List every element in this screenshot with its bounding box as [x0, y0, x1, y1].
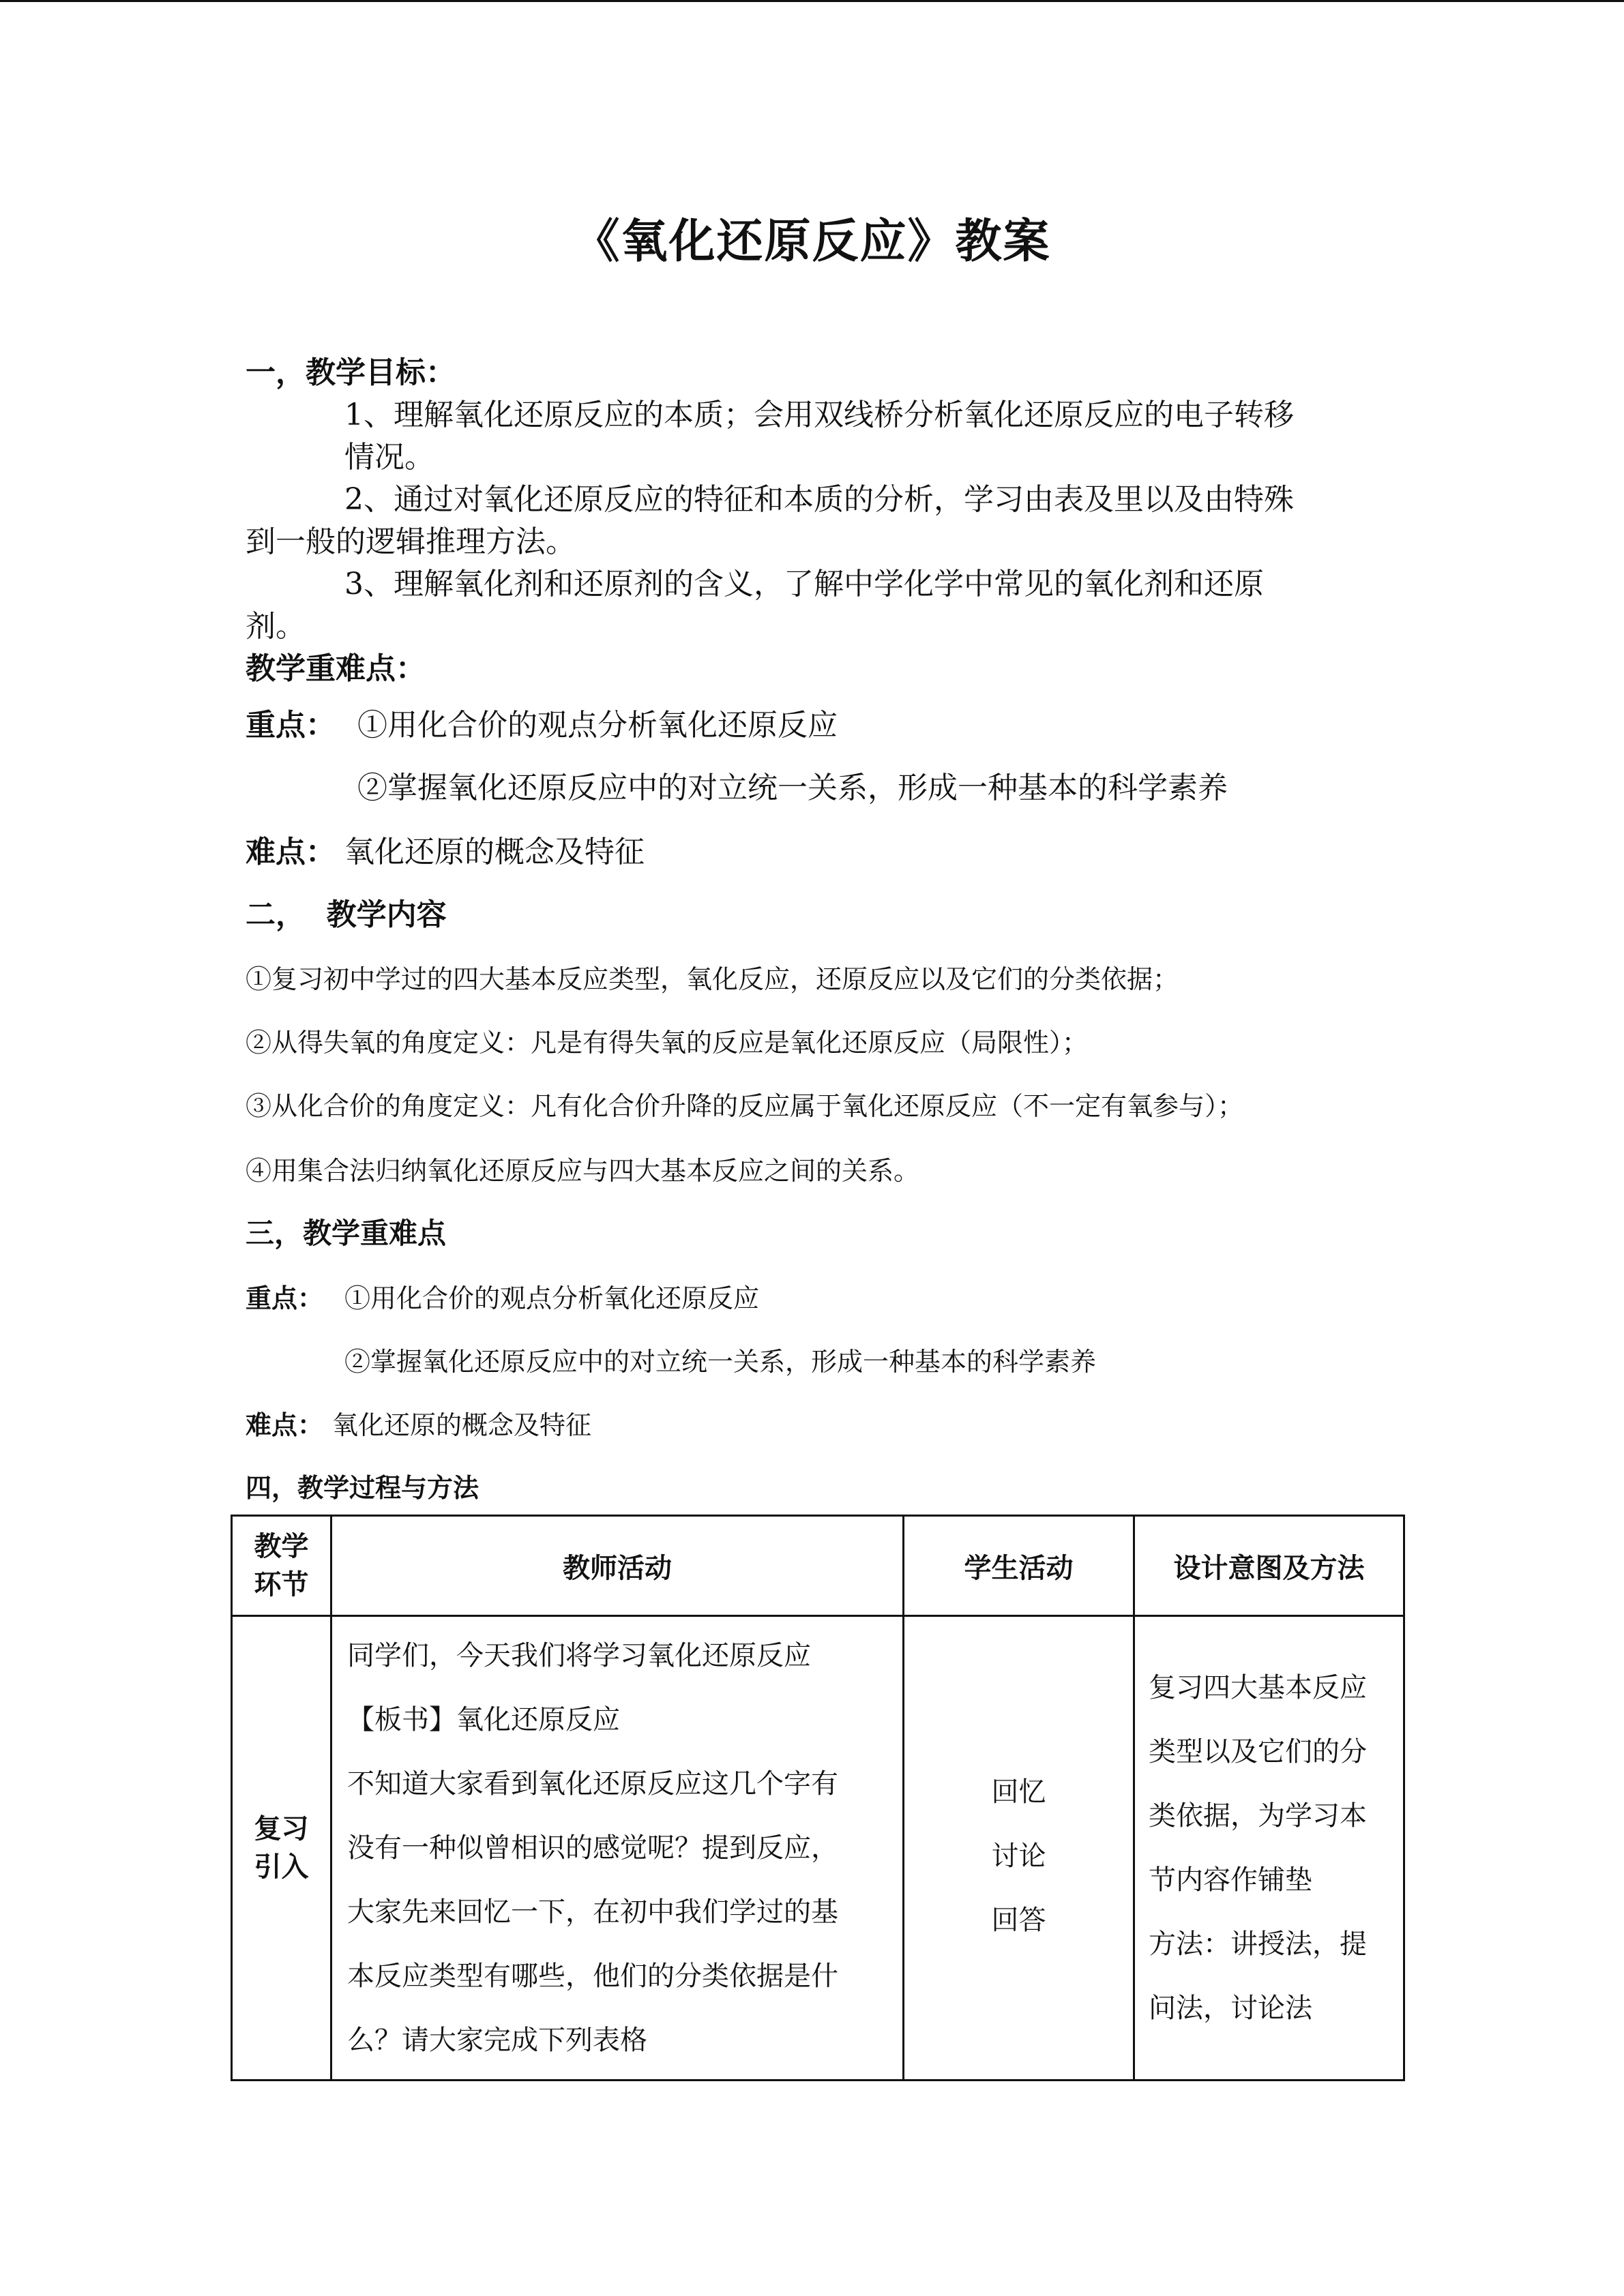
section4-heading: 四，教学过程与方法	[246, 1473, 479, 1503]
student-line: 讨论	[991, 1840, 1046, 1872]
top-border-line	[0, 0, 1624, 2]
goal3-line2: 剂。	[246, 609, 306, 644]
section3-difficulty-label: 难点：	[246, 1410, 324, 1440]
table-row	[232, 1616, 1404, 2081]
design-line: 复习四大基本反应	[1149, 1672, 1367, 1703]
teacher-line: 不知道大家看到氧化还原反应这几个字有	[347, 1768, 838, 1800]
section3-key-point-2: ②掌握氧化还原反应中的对立统一关系，形成一种基本的科学素养	[344, 1347, 1097, 1377]
design-line: 节内容作铺垫	[1149, 1864, 1312, 1896]
section3-key-label: 重点：	[246, 1283, 324, 1313]
keypoints-heading: 教学重难点：	[246, 651, 426, 686]
design-line: 类型以及它们的分	[1149, 1736, 1367, 1768]
teacher-line: 么？请大家完成下列表格	[347, 2025, 647, 2056]
stage-line2: 引入	[254, 1851, 309, 1883]
design-line: 问法，讨论法	[1149, 1993, 1312, 2024]
content-item-2: ②从得失氧的角度定义：凡是有得失氧的反应是氧化还原反应（局限性）；	[246, 1028, 1089, 1058]
header-stage-line1: 教学	[254, 1531, 309, 1562]
teacher-line: 【板书】氧化还原反应	[347, 1704, 620, 1735]
goal3-line1: 3、理解氧化剂和还原剂的含义，了解中学化学中常见的氧化剂和还原	[344, 567, 1264, 601]
teacher-activity-cell	[331, 1616, 904, 2081]
teacher-line: 同学们，今天我们将学习氧化还原反应	[347, 1640, 811, 1671]
goal2-line2: 到一般的逻辑推理方法。	[246, 524, 576, 559]
header-stage	[232, 1516, 331, 1616]
teaching-process-table	[231, 1515, 1405, 2081]
goal1-line2: 情况。	[344, 440, 434, 475]
page-title: 《氧化还原反应》教案	[573, 215, 1051, 269]
content-item-4: ④用集合法归纳氧化还原反应与四大基本反应之间的关系。	[246, 1156, 920, 1186]
design-line: 类依据，为学习本	[1149, 1800, 1367, 1832]
header-student: 学生活动	[904, 1516, 1134, 1616]
teacher-line: 大家先来回忆一下，在初中我们学过的基	[347, 1896, 838, 1928]
difficulty-text: 氧化还原的概念及特征	[344, 835, 645, 869]
header-stage-line2: 环节	[254, 1569, 309, 1600]
key-point-1: ①用化合价的观点分析氧化还原反应	[357, 708, 838, 743]
section1-heading: 一，教学目标：	[246, 355, 456, 390]
difficulty-label: 难点：	[246, 835, 336, 869]
section2-heading: 二， 教学内容	[246, 897, 447, 932]
design-intent-cell	[1134, 1616, 1404, 2081]
teacher-line: 没有一种似曾相识的感觉呢？提到反应，	[347, 1832, 838, 1864]
stage-line1: 复习	[254, 1813, 309, 1845]
goal2-line1: 2、通过对氧化还原反应的特征和本质的分析，学习由表及里以及由特殊	[344, 482, 1294, 517]
content-item-3: ③从化合价的角度定义：凡有化合价升降的反应属于氧化还原反应（不一定有氧参与）；	[246, 1091, 1244, 1121]
teacher-line: 本反应类型有哪些，他们的分类依据是什	[347, 1960, 838, 1992]
section3-heading: 三，教学重难点	[246, 1217, 447, 1250]
content-item-1: ①复习初中学过的四大基本反应类型，氧化反应，还原反应以及它们的分类依据；	[246, 964, 1179, 994]
student-line: 回答	[991, 1905, 1046, 1936]
section3-key-point-1: ①用化合价的观点分析氧化还原反应	[344, 1283, 760, 1313]
student-line: 回忆	[991, 1776, 1046, 1808]
stage-cell	[232, 1616, 331, 2081]
student-activity-cell	[904, 1616, 1134, 2081]
design-line: 方法：讲授法，提	[1149, 1928, 1367, 1960]
key-point-2: ②掌握氧化还原反应中的对立统一关系，形成一种基本的科学素养	[357, 771, 1228, 805]
header-design: 设计意图及方法	[1134, 1516, 1404, 1616]
header-teacher: 教师活动	[331, 1516, 904, 1616]
key-label: 重点：	[246, 708, 336, 743]
section3-difficulty-text: 氧化还原的概念及特征	[332, 1410, 592, 1440]
table-header-row	[232, 1516, 1404, 1616]
goal1-line1: 1、理解氧化还原反应的本质；会用双线桥分析氧化还原反应的电子转移	[344, 398, 1294, 432]
